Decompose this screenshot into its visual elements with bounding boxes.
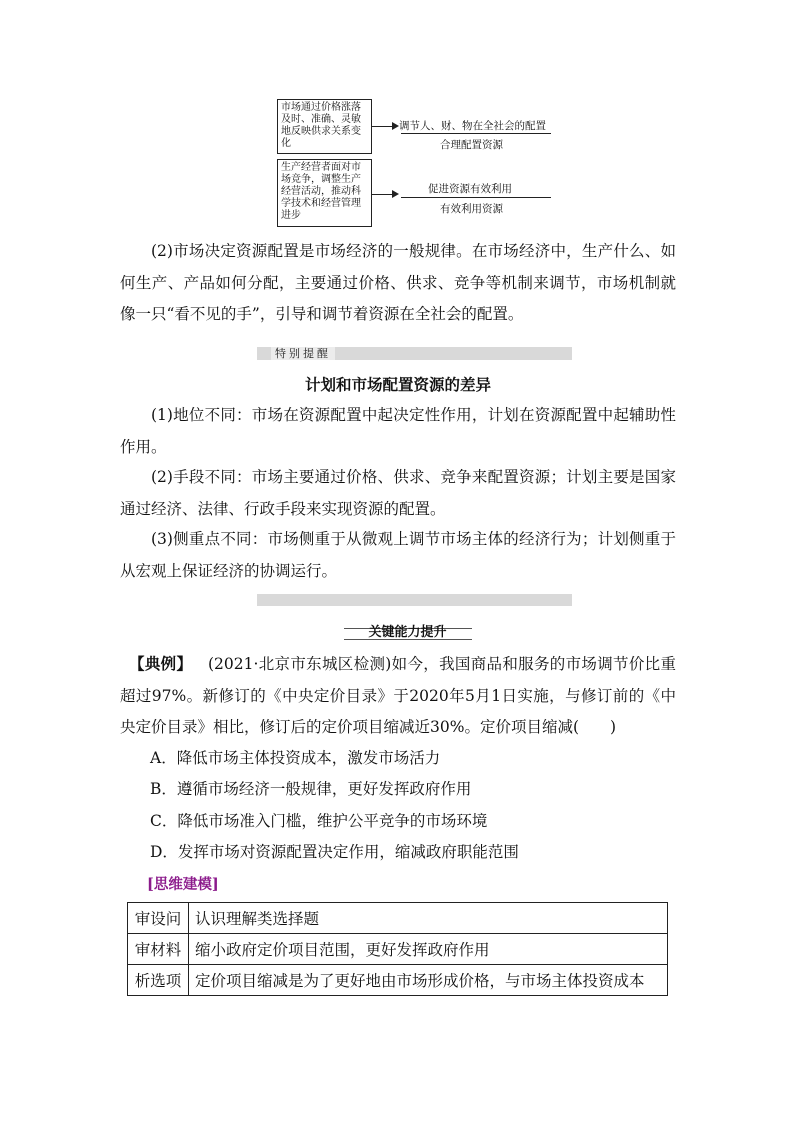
- key-section-title: 关键能力提升: [368, 625, 447, 640]
- tip-label: 特别提醒: [271, 347, 335, 360]
- diagram-box-price-mechanism: 市场通过价格涨落及时、准确、灵敏地反映供求关系变化: [277, 99, 372, 154]
- analysis-table: [127, 902, 668, 996]
- arrow-right-icon: [392, 122, 399, 130]
- option-c[interactable]: C．降低市场准入门槛，维护公平竞争的市场环境: [150, 812, 488, 830]
- diagram-label-promote: 促进资源有效利用: [428, 183, 512, 195]
- option-d[interactable]: D．发挥市场对资源配置决定作用，缩减政府职能范围: [150, 843, 519, 861]
- thinking-model-label: [思维建模]: [147, 876, 219, 893]
- arrow-tail: [372, 126, 382, 127]
- example-text: 如今，我国商品和服务的市场调节价比重超过97%。新修订的《中央定价目录》于2020年5月1日实施，与修订前的《中央定价目录》相比，修订后的定价项目缩减近30%。定价项目缩减( ): [120, 655, 676, 736]
- table-row-body: 定价项目缩减是为了更好地由市场形成价格，与市场主体投资成本: [189, 965, 668, 996]
- diagram-label-rational: 合理配置资源: [440, 139, 503, 151]
- table-row: [128, 903, 668, 934]
- table-row-head: 审材料: [128, 934, 189, 965]
- diagram-box-competition: 生产经营者面对市场竞争，调整生产经营活动，推动科学技术和经营管理进步: [277, 159, 372, 227]
- diagram-label-allocate: 调节人、财、物在全社会的配置: [399, 120, 546, 132]
- example-label: 【典例】: [129, 654, 193, 673]
- tip-heading: 计划和市场配置资源的差异: [304, 375, 491, 394]
- arrow-right-icon: [392, 190, 399, 198]
- table-row-head: 审设问: [128, 903, 189, 934]
- tip-point-3: (3)侧重点不同：市场侧重于从微观上调节市场主体的经济行为；计划侧重于从宏观上保证经济的协调运行。: [120, 530, 676, 580]
- example-source: (2021·北京市东城区检测): [208, 655, 392, 673]
- option-a[interactable]: A．降低市场主体投资成本，激发市场活力: [150, 749, 441, 767]
- diagram-underline: [401, 133, 551, 134]
- table-row-head: 析选项: [128, 965, 189, 996]
- diagram-underline: [401, 197, 551, 198]
- example-question: [120, 648, 676, 744]
- diagram-label-effective: 有效利用资源: [440, 203, 503, 215]
- tip-point-2: (2)手段不同：市场主要通过价格、供求、竞争来配置资源；计划主要是国家通过经济、法律、行政手段来实现资源的配置。: [120, 468, 676, 518]
- table-row: [128, 965, 668, 996]
- arrow-tail: [372, 194, 382, 195]
- option-b[interactable]: B．遵循市场经济一般规律，更好发挥政府作用: [150, 780, 472, 798]
- table-row: [128, 934, 668, 965]
- tip-point-1: (1)地位不同：市场在资源配置中起决定性作用，计划在资源配置中起辅助性作用。: [120, 406, 676, 456]
- table-row-body: 认识理解类选择题: [189, 903, 668, 934]
- table-row-body: 缩小政府定价项目范围，更好发挥政府作用: [189, 934, 668, 965]
- paragraph-market-rule: (2)市场决定资源配置是市场经济的一般规律。在市场经济中，生产什么、如何生产、产品如何分配，主要通过价格、供求、竞争等机制来调节，市场机制就像一只“看不见的手”，引导和调节着资源在全社会的配置。: [120, 242, 676, 323]
- section-divider: [257, 594, 572, 606]
